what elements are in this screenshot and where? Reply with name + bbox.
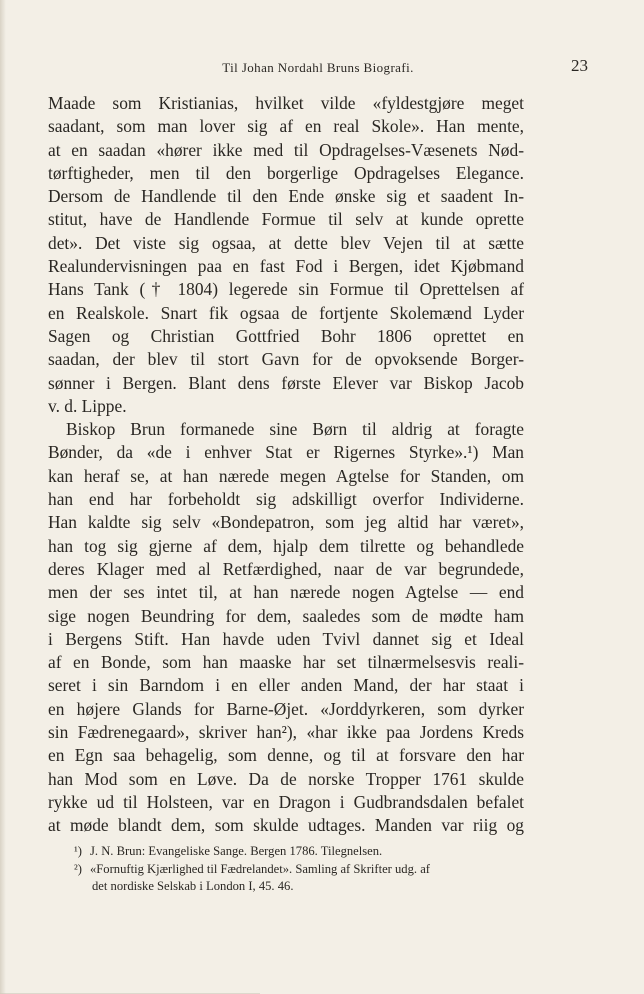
footnote-marker: ¹) xyxy=(74,844,82,858)
page-number: 23 xyxy=(571,56,588,75)
text-line: af en Bonde, som han maaske har set tilnærmelsesvis reali- xyxy=(48,652,524,673)
text-line: sønner i Bergen. Blant dens første Elever var Biskop Jacob xyxy=(48,372,524,393)
text-line: stitut, have de Handlende Formue til selv at kunde oprette xyxy=(48,209,524,230)
text-line: en Realskole. Snart fik ogsaa de fortjente Skolemænd Lyder xyxy=(48,302,524,323)
text-line: han Mod som en Løve. Da de norske Tropper 1761 skulde xyxy=(48,768,524,789)
text-line: sin Fædrenegaard», skriver han²), «har ikke paa Jordens Kreds xyxy=(48,722,524,743)
text-line: saadant, som man lover sig af en real Skole». Han mente, xyxy=(48,116,524,137)
text-line: det». Det viste sig ogsaa, at dette blev Vejen til at sætte xyxy=(48,232,524,253)
footnote-text: J. N. Brun: Evangeliske Sange. Bergen 1786. Tilegnelsen. xyxy=(90,844,383,858)
text-line: kan heraf se, at han nærede megen Agtelse for Standen, om xyxy=(48,465,524,486)
text-line: deres Klager med al Retfærdighed, naar de var begrundede, xyxy=(48,558,524,579)
text-line: han tog sig gjerne af dem, hjalp dem tilrette og behandlede xyxy=(48,535,524,556)
text-line: en højere Glands for Barne-Øjet. «Jorddyrkeren, som dyrker xyxy=(48,698,524,719)
text-line: Realundervisningen paa en fast Fod i Bergen, idet Kjøbmand xyxy=(48,256,524,277)
page-header xyxy=(48,56,588,82)
text-line: Sagen og Christian Gottfried Bohr 1806 oprettet en xyxy=(48,325,524,346)
text-line: tørftigheder, men til den borgerlige Opdragelses Elegance. xyxy=(48,162,524,183)
page-bottom-edge xyxy=(0,963,260,994)
footnote-2-continuation: det nordiske Selskab i London I, 45. 46. xyxy=(92,879,294,893)
text-line: Maade som Kristianias, hvilket vilde «fyldestgjøre meget xyxy=(48,93,524,113)
text-line: rykke ud til Holsteen, var en Dragon i Gudbrandsdalen befalet xyxy=(48,791,524,812)
text-line: en Egn saa behagelig, som denne, og til at forsvare den har xyxy=(48,745,524,766)
text-line: saadan, der blev til stort Gavn for de opvoksende Borger- xyxy=(48,349,524,370)
text-line: Han kaldte sig selv «Bondepatron, som jeg altid har været», xyxy=(48,512,524,533)
text-line: han end har forbeholdt sig adskilligt overfor Individerne. xyxy=(48,489,524,510)
text-line: sige nogen Beundring for dem, saaledes som de mødte ham xyxy=(48,605,524,626)
text-line: Dersom de Handlende til den Ende ønske sig et saadent In- xyxy=(48,186,524,207)
footnote-1 xyxy=(74,843,526,861)
text-line: v. d. Lippe. xyxy=(48,395,127,416)
body-text xyxy=(48,92,524,838)
running-title: Til Johan Nordahl Bruns Biografi. xyxy=(222,60,414,75)
page-edge-shadow xyxy=(0,0,6,994)
text-line: at møde blandt dem, som skulde udtages. Manden var riig og xyxy=(48,815,524,836)
footnotes xyxy=(74,843,526,896)
text-line: Hans Tank († 1804) legerede sin Formue til Oprettelsen af xyxy=(48,279,524,300)
text-line: men der ses intet til, at han nærede nogen Agtelse — end xyxy=(48,582,524,603)
footnote-2 xyxy=(74,861,526,879)
text-line: seret i sin Barndom i en eller anden Mand, der har staat i xyxy=(48,675,524,696)
text-line: Bønder, da «de i enhver Stat er Rigernes Styrke».¹) Man xyxy=(48,442,524,463)
text-line: i Bergens Stift. Han havde uden Tvivl dannet sig et Ideal xyxy=(48,628,524,649)
paragraph-start-line: Biskop Brun formanede sine Børn til aldrig at foragte xyxy=(66,419,524,440)
footnote-marker: ²) xyxy=(74,861,82,876)
footnote-text: «Fornuftig Kjærlighed til Fædrelandet». Samling af Skrifter udg. af xyxy=(90,861,430,876)
text-line: at en saadan «hører ikke med til Opdragelses-Væsenets Nød- xyxy=(48,139,524,160)
